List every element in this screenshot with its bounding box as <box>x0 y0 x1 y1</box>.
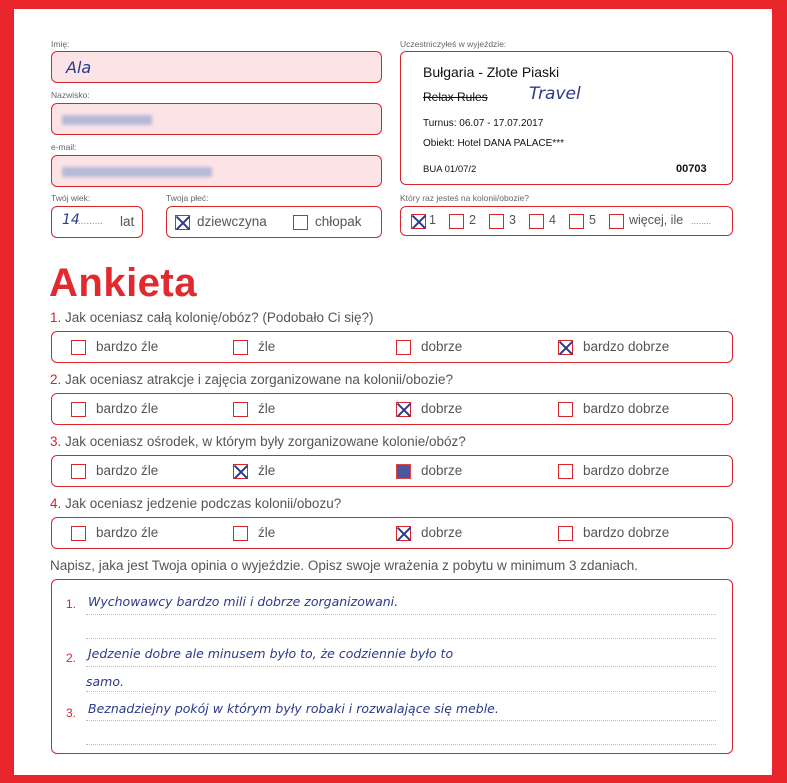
email-field[interactable] <box>51 155 382 187</box>
q2-checkbox-very-good[interactable] <box>558 402 573 417</box>
opinion-3-line1: Beznadziejny pokój w którym były robaki i rozwalające się meble. <box>88 701 499 716</box>
redacted-email <box>62 167 212 177</box>
opinion-2-line2: samo. <box>86 674 124 689</box>
question-2-number: 2. <box>50 372 62 387</box>
trip-info-box <box>400 51 733 185</box>
ruled-line <box>86 720 716 721</box>
times-option-4: 4 <box>549 213 556 227</box>
q4-checkbox-very-bad[interactable] <box>71 526 86 541</box>
survey-sheet <box>14 9 772 775</box>
opinion-1-line1: Wychowawcy bardzo mili i dobrze zorganizowani. <box>88 594 399 609</box>
q4-option-very-bad: bardzo źle <box>96 525 159 540</box>
times-option-5: 5 <box>589 213 596 227</box>
trip-destination: Bułgaria - Złote Piaski <box>423 64 560 80</box>
times-field <box>400 206 733 236</box>
surname-field[interactable] <box>51 103 382 135</box>
opinion-1-number: 1. <box>66 597 77 611</box>
times-option-more: więcej, ile <box>629 213 684 227</box>
question-3-number: 3. <box>50 434 62 449</box>
trip-code: BUA 01/07/2 <box>423 164 477 175</box>
q4-checkbox-bad[interactable] <box>233 526 248 541</box>
times-checkbox-5[interactable] <box>569 214 584 229</box>
times-checkbox-3[interactable] <box>489 214 504 229</box>
trip-obiekt: Obiekt: Hotel DANA PALACE*** <box>423 138 564 149</box>
times-option-1: 1 <box>429 213 436 227</box>
opinion-prompt: Napisz, jaka jest Twoja opinia o wyjeździe. Opisz swoje wrażenia z pobytu w minimum 3 zdaniach. <box>50 558 639 573</box>
redacted-surname <box>62 115 152 125</box>
q3-option-good: dobrze <box>421 463 463 478</box>
times-checkbox-2[interactable] <box>449 214 464 229</box>
q1-option-good: dobrze <box>421 339 463 354</box>
ruled-line <box>86 666 716 667</box>
opinion-3-number: 3. <box>66 706 77 720</box>
times-option-2: 2 <box>469 213 476 227</box>
age-label: Twój wiek: <box>51 193 91 203</box>
question-3-text: Jak oceniasz ośrodek, w którym były zorganizowane kolonie/obóz? <box>65 434 466 449</box>
answer-row-1 <box>51 331 733 363</box>
question-2-text: Jak oceniasz atrakcje i zajęcia zorganizowane na kolonii/obozie? <box>65 372 454 387</box>
gender-field <box>166 206 382 238</box>
survey-title: Ankieta <box>49 261 197 305</box>
ruled-line <box>86 691 716 692</box>
ruled-line <box>86 744 716 745</box>
q2-checkbox-bad[interactable] <box>233 402 248 417</box>
q2-checkbox-good[interactable] <box>396 402 411 417</box>
opinion-2-line1: Jedzenie dobre ale minusem było to, że codziennie było to <box>88 646 454 661</box>
email-label: e-mail: <box>51 142 77 152</box>
q2-checkbox-very-bad[interactable] <box>71 402 86 417</box>
ruled-line <box>86 638 716 639</box>
gender-checkbox-female[interactable] <box>175 215 190 230</box>
q1-checkbox-bad[interactable] <box>233 340 248 355</box>
q3-checkbox-very-good[interactable] <box>558 464 573 479</box>
q4-checkbox-good[interactable] <box>396 526 411 541</box>
q1-checkbox-very-good[interactable] <box>558 340 573 355</box>
question-1 <box>50 310 373 325</box>
question-1-number: 1. <box>50 310 62 325</box>
gender-option-male: chłopak <box>315 214 362 229</box>
trip-label: Uczestniczyłeś w wyjeździe: <box>400 39 507 49</box>
q3-option-very-good: bardzo dobrze <box>583 463 670 478</box>
times-label: Który raz jesteś na kolonii/obozie? <box>400 193 529 203</box>
trip-organizer-handwritten: Travel <box>529 84 581 104</box>
question-4-text: Jak oceniasz jedzenie podczas kolonii/obozu? <box>65 496 342 511</box>
q4-option-very-good: bardzo dobrze <box>583 525 670 540</box>
q2-option-bad: źle <box>258 401 276 416</box>
q2-option-very-good: bardzo dobrze <box>583 401 670 416</box>
age-unit: lat <box>120 214 135 229</box>
question-1-text: Jak oceniasz całą kolonię/obóz? (Podobało Ci się?) <box>65 310 374 325</box>
q1-option-bad: źle <box>258 339 276 354</box>
q1-option-very-good: bardzo dobrze <box>583 339 670 354</box>
age-value: 14 <box>62 212 80 228</box>
q3-checkbox-bad[interactable] <box>233 464 248 479</box>
q2-option-very-bad: bardzo źle <box>96 401 159 416</box>
name-field[interactable] <box>51 51 382 83</box>
trip-number: 00703 <box>676 163 707 175</box>
name-label: Imię: <box>51 39 70 49</box>
q3-option-very-bad: bardzo źle <box>96 463 159 478</box>
q3-checkbox-good-scribbled[interactable] <box>396 464 411 479</box>
opinion-box[interactable] <box>51 579 733 754</box>
times-checkbox-4[interactable] <box>529 214 544 229</box>
age-dots: ......... <box>78 216 104 227</box>
q3-option-bad: źle <box>258 463 276 478</box>
question-2 <box>50 372 453 387</box>
q1-checkbox-good[interactable] <box>396 340 411 355</box>
q1-checkbox-very-bad[interactable] <box>71 340 86 355</box>
age-field[interactable] <box>51 206 143 238</box>
q4-option-bad: źle <box>258 525 276 540</box>
gender-checkbox-male[interactable] <box>293 215 308 230</box>
q2-option-good: dobrze <box>421 401 463 416</box>
gender-option-female: dziewczyna <box>197 214 267 229</box>
q1-option-very-bad: bardzo źle <box>96 339 159 354</box>
times-option-3: 3 <box>509 213 516 227</box>
times-dots: ........ <box>691 216 712 226</box>
q3-checkbox-very-bad[interactable] <box>71 464 86 479</box>
opinion-2-number: 2. <box>66 651 77 665</box>
answer-row-3 <box>51 455 733 487</box>
q4-option-good: dobrze <box>421 525 463 540</box>
ruled-line <box>86 614 716 615</box>
question-3 <box>50 434 466 449</box>
question-4-number: 4. <box>50 496 62 511</box>
times-checkbox-more[interactable] <box>609 214 624 229</box>
question-4 <box>50 496 341 511</box>
trip-organizer-struck: Relax Rules <box>423 90 488 104</box>
times-checkbox-1[interactable] <box>411 214 426 229</box>
trip-turnus: Turnus: 06.07 - 17.07.2017 <box>423 118 544 129</box>
surname-label: Nazwisko: <box>51 90 90 100</box>
answer-row-4 <box>51 517 733 549</box>
name-value: Ala <box>66 58 92 77</box>
answer-row-2 <box>51 393 733 425</box>
q4-checkbox-very-good[interactable] <box>558 526 573 541</box>
gender-label: Twoja płeć: <box>166 193 209 203</box>
